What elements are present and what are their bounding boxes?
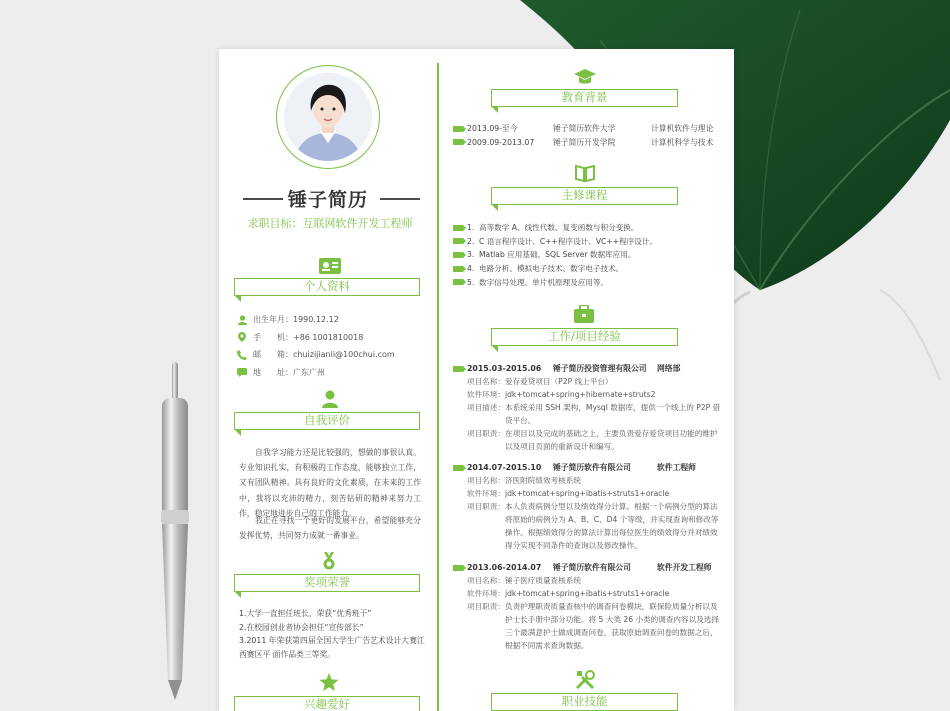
phone-icon — [237, 350, 247, 360]
education-major: 计算机软件与理论 — [651, 124, 714, 134]
course-text: C 语言程序设计、C++程序设计、VC++程序设计。 — [479, 236, 658, 246]
section-header-self-eval — [234, 412, 420, 434]
info-value: +86 1001810018 — [293, 332, 364, 342]
user-icon — [321, 390, 343, 408]
resume-paper — [219, 49, 734, 711]
bullet-tag-icon — [453, 565, 463, 571]
person-icon — [237, 315, 247, 325]
job-detail-value: 本系统采用 SSH 架构，Mysql 数据库，提供一个线上的 P2P 借贷平台。 — [505, 403, 721, 426]
job-detail-label: 软件环境： — [467, 489, 505, 499]
info-row-address — [237, 364, 423, 382]
job-detail-label: 软件环境： — [467, 589, 505, 599]
job-objective: 求职目标：互联网软件开发工程师 — [247, 217, 413, 230]
job-date: 2013.06-2014.07 — [467, 563, 542, 572]
job-detail — [453, 375, 723, 388]
info-value: 广东广州 — [293, 367, 325, 377]
tools-icon — [575, 670, 597, 688]
info-key: 手 机： — [253, 332, 293, 342]
section-header-hobbies — [234, 696, 420, 711]
job-detail-label: 项目名称： — [467, 476, 505, 485]
section-title-skills: 职业技能 — [491, 693, 678, 711]
star-icon — [319, 673, 341, 691]
job-detail — [453, 487, 723, 500]
course-text: 电路分析、模拟电子技术、数字电子技术。 — [479, 264, 624, 274]
job-detail — [453, 600, 723, 652]
section-header-tab — [234, 295, 241, 302]
course-number: 2. — [467, 236, 475, 246]
course-item — [453, 235, 723, 249]
self-eval-paragraph-1: 自我学习能力还是比较强的，想做的事很认真。专业知识扎实，有积极的工作态度，能够独立工作，又有团队精神。具有良好的文化素质，在未来的工作中，我将以充沛的精力，刻苦钻研的精神来努力工作，稳定地进步自己的工作能力。 — [239, 448, 421, 518]
info-key: 邮 箱： — [253, 350, 293, 360]
course-number: 4. — [467, 264, 475, 274]
location-pin-icon — [237, 332, 247, 342]
job-detail — [453, 574, 723, 587]
job-detail-value: 锤子医疗质量查核系统 — [505, 576, 581, 585]
education-row — [453, 136, 723, 150]
section-title-work: 工作/项目经验 — [491, 328, 678, 346]
personal-info-list — [237, 311, 423, 381]
info-value: 1990.12.12 — [293, 315, 339, 325]
job-title: 软件开发工程师 — [657, 563, 712, 572]
job-detail-value: jdk+tomcat+spring+ibatis+struts1+oracle — [505, 489, 670, 499]
job-detail-value: 负责护理职责质量查核中的调查问卷模块，联保险质量分析以及护士长手册中部分功能。将 5 大类 26 小类的调查内容以及选择三个最满意护士做成调查问卷，获取原始调查问卷的数据之后，根据不同需求查询数据。 — [505, 602, 719, 651]
job-company: 锤子简历投资管理有限公司 — [553, 364, 647, 373]
course-text: 高等数学 A、线性代数、复变函数与积分变换。 — [479, 223, 639, 233]
job-detail — [453, 427, 723, 453]
section-title-education: 教育背景 — [491, 89, 678, 107]
job-detail — [453, 587, 723, 600]
job-detail-value: jdk+tomcat+spring+ibatis+struts1+oracle — [505, 589, 670, 599]
section-header-tab — [234, 591, 241, 598]
job-company: 锤子简历软件有限公司 — [553, 463, 631, 472]
self-eval-paragraph-2: 我正在寻找一个更好的发展平台，希望能够充分发挥优势，共同努力成就一番事业。 — [239, 516, 421, 541]
job-detail-label: 项目名称： — [467, 377, 505, 386]
info-key: 地 址： — [253, 367, 293, 377]
bullet-tag-icon — [453, 266, 463, 272]
honor-item: 2.在校园创业者协会担任“宣传部长” — [239, 622, 364, 632]
job-entry — [453, 362, 723, 454]
job-detail-value: 爱存爱贷项目（P2P 线上平台） — [505, 377, 613, 386]
section-title-personal: 个人资料 — [234, 278, 420, 296]
job-entry — [453, 561, 723, 653]
section-title-honors: 奖项荣誉 — [234, 574, 420, 592]
bullet-tag-icon — [453, 225, 463, 231]
section-header-education — [491, 89, 678, 111]
section-header-skills — [491, 693, 678, 711]
info-row-birth — [237, 311, 423, 329]
medal-icon — [321, 552, 343, 570]
right-column — [453, 49, 723, 711]
name-line-left — [243, 198, 283, 200]
job-detail-value: 在项目以及完成的基础之上，主要负责爱存爱贷项目功能的维护以及项目页面的重新设计和编写。 — [505, 429, 718, 452]
course-number: 5. — [467, 277, 475, 287]
job-detail — [453, 500, 723, 552]
id-card-icon — [319, 257, 341, 275]
education-row — [453, 122, 723, 136]
course-number: 3. — [467, 250, 475, 260]
section-header-tab — [491, 106, 498, 113]
course-item — [453, 221, 723, 235]
honor-item: 1.大学一直担任班长，荣获“优秀班干” — [239, 609, 372, 618]
name-line-right — [380, 198, 420, 200]
resume-name: 锤子简历 — [287, 189, 368, 211]
pen-decoration — [150, 360, 200, 705]
job-detail — [453, 388, 723, 401]
job-header — [453, 461, 723, 474]
book-icon — [575, 165, 597, 183]
left-column — [233, 49, 423, 711]
bullet-tag-icon — [453, 366, 463, 372]
job-detail-label: 项目职责： — [467, 602, 505, 612]
section-title-hobbies: 兴趣爱好 — [234, 696, 420, 711]
job-detail-value: 本人负责病例分型以及绩效得分计算。根据一个病例分型的算法将原始的病例分为 A、B、C、D4 个等级，并实现查询和修改等操作。根据绩效得分的算法计算出每位医生的绩效得分并对绩效得分实现不同条件的查询以及修改操作。 — [505, 502, 719, 551]
course-number: 1. — [467, 223, 475, 233]
name-row — [233, 185, 423, 209]
education-list — [453, 122, 723, 149]
profile-photo-frame — [276, 65, 380, 169]
bullet-tag-icon — [453, 238, 463, 244]
job-detail-label: 项目职责： — [467, 502, 505, 512]
info-key: 出生年月： — [253, 315, 293, 325]
job-date: 2015.03-2015.06 — [467, 364, 542, 373]
section-header-tab — [491, 345, 498, 352]
profile-photo — [284, 73, 372, 161]
section-title-courses: 主修课程 — [491, 187, 678, 205]
briefcase-icon — [574, 305, 596, 323]
bullet-tag-icon — [453, 139, 463, 145]
section-header-courses — [491, 187, 678, 209]
job-detail-value: 济医附院绩效考核系统 — [505, 476, 581, 485]
course-item — [453, 262, 723, 276]
honors-list — [239, 607, 429, 661]
bullet-tag-icon — [453, 126, 463, 132]
course-item — [453, 248, 723, 262]
job-detail-label: 项目名称： — [467, 576, 505, 585]
job-detail-label: 软件环境： — [467, 390, 505, 400]
courses-list — [453, 221, 723, 289]
course-text: 数字信号处理、单片机原理及应用等。 — [479, 277, 609, 287]
job-detail-label: 项目职责： — [467, 429, 505, 439]
bullet-tag-icon — [453, 279, 463, 285]
job-entry — [453, 461, 723, 553]
info-row-phone — [237, 329, 423, 347]
section-header-personal — [234, 278, 420, 300]
section-header-honors — [234, 574, 420, 596]
job-detail-label: 项目描述： — [467, 403, 505, 413]
column-divider — [437, 63, 439, 711]
job-title: 软件工程师 — [657, 463, 696, 472]
course-item — [453, 275, 723, 289]
education-major: 计算机科学与技术 — [651, 137, 714, 147]
bullet-tag-icon — [453, 465, 463, 471]
job-company: 锤子简历软件有限公司 — [553, 563, 631, 572]
education-school: 锤子简历软件大学 — [553, 124, 616, 134]
info-row-email — [237, 346, 423, 364]
section-title-self-eval: 自我评价 — [234, 412, 420, 430]
bullet-tag-icon — [453, 252, 463, 258]
job-title: 网络部 — [657, 364, 681, 373]
job-header — [453, 362, 723, 375]
education-school: 锤子简历开发学院 — [553, 137, 616, 147]
info-value: chuizijianli@100chui.com — [293, 350, 395, 360]
honor-item: 3.2011 年荣获第四届全国大学生广告艺术设计大赛江西赛区平 面作品类三等奖。 — [239, 636, 425, 659]
job-detail — [453, 401, 723, 427]
course-text: Matlab 应用基础、SQL Server 数据库应用。 — [479, 250, 636, 260]
section-header-tab — [491, 204, 498, 211]
section-header-tab — [234, 429, 241, 436]
education-date: 2009.09-2013.07 — [467, 137, 535, 147]
job-detail-value: jdk+tomcat+spring+hibernate+struts2 — [505, 390, 656, 400]
job-detail — [453, 474, 723, 487]
job-header — [453, 561, 723, 574]
job-date: 2014.07-2015.10 — [467, 463, 542, 472]
graduation-cap-icon — [574, 69, 596, 87]
education-date: 2013.09-至今 — [467, 124, 518, 134]
chat-icon — [237, 367, 247, 377]
section-header-work — [491, 328, 678, 350]
